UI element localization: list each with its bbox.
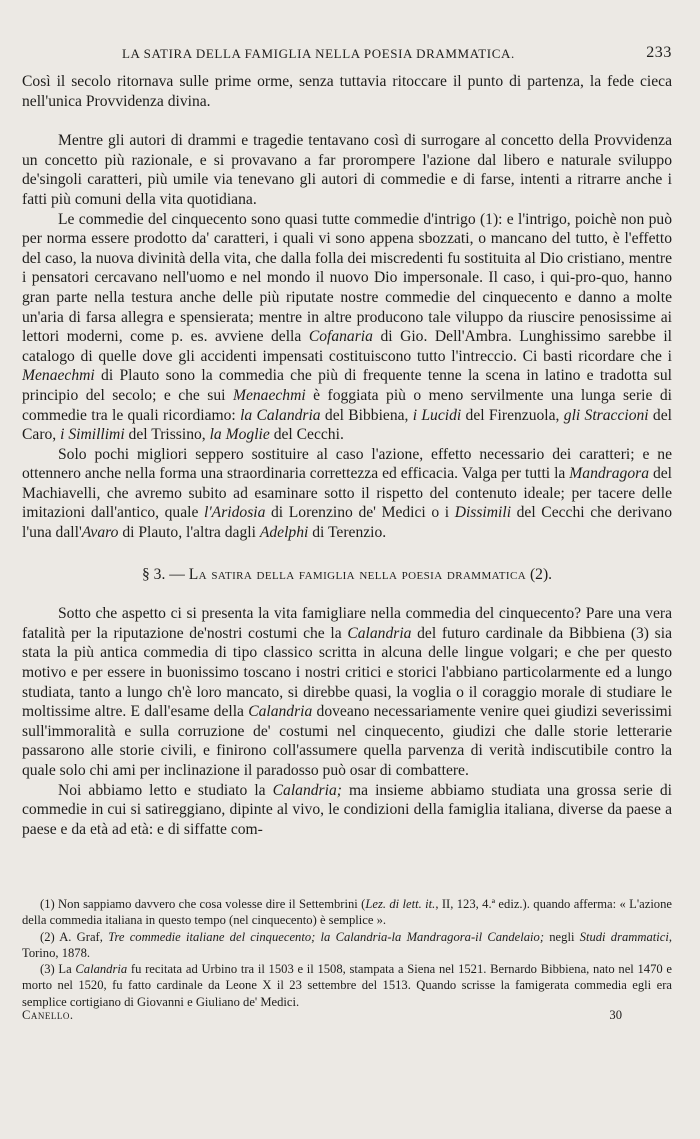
footnote-3: (3) La Calandria fu recitata ad Urbino tra il 1503 e il 1508, stampata a Siena nel 1521. Bernardo Bibbiena, nato nel 1470 e morto nel 1520, fu fatto cardinale da Leone X il 23 settembre del 1513. Quando scrisse la famigerata commedia egli era semplice cortigiano di Giovanni e Giuliano de' Medici. xyxy=(22,962,672,1009)
paragraph-5: Sotto che aspetto ci si presenta la vita famigliare nella commedia del cinquecento? Pare una vera fatalità per la riputazione de'nostri costumi che la Calandria del futuro cardinale da Bibbiena (3) sia stata la più antica commedia di tipo classico scritta in alcuna delle lingue volgari; e che per questo motivo e per essere in buonissimo toscano i nostri critici e storici l'abbiano particolarmente ed a lungo studiata, tanto a lungo ch'è loro mancato, si direbbe quasi, la voglia o il coraggio morale di studiare le moltissime altre. E dall'esame della Calandria doveano necessariamente venire quei giudizi severissimi sull'immoralità e sulla corruzione de' costumi nel cinquecento, giudizi che dalle storie letterarie passarono alle storie civili, e finirono coll'assumere quella parvenza di verità indiscutibile contro la quale solo chi ami per inclinazione il paradosso può osar di combattere. xyxy=(22,605,672,779)
work-title: Menaechmi xyxy=(22,367,95,385)
work-title: Dissimili xyxy=(454,504,512,522)
footnote-2: (2) A. Graf, Tre commedie italiane del cinquecento; la Calandria-la Mandragora-il Candelaio; negli Studi drammatici, Torino, 1878. xyxy=(22,929,673,960)
work-title: Calandria; xyxy=(272,781,342,799)
running-title: LA SATIRA DELLA FAMIGLIA NELLA POESIA DRAMMATICA. xyxy=(122,46,515,61)
work-title: Calandria xyxy=(248,703,313,721)
work-title: gli Straccioni xyxy=(563,406,649,424)
work-title: la Moglie xyxy=(209,426,270,444)
paragraph-2: Mentre gli autori di drammi e tragedie tentavano così di surrogare al concetto della Provvidenza un concetto più razionale, e si provavano a far prorompere l'azione dal libero e naturale sviluppo de'singoli caratteri, più umile via tenevano gli autori di commedie e di farse, intenti a ritrarre anche i fatti più comuni della vita quotidiana. xyxy=(22,132,672,208)
work-title: la Calandria xyxy=(240,406,321,424)
signature-mark: 30 xyxy=(609,1008,622,1022)
page-number: 233 xyxy=(646,44,672,61)
section-note-ref: (2). xyxy=(529,565,553,583)
paragraph-3: Le commedie del cinquecento sono quasi tutte commedie d'intrigo (1): e l'intrigo, poichè non può per norma essere prodotto da' caratteri, i quali vi sono appena sbozzati, o mancano del tutto, è l'effetto del caso, la nuova divinità della vita, che dalla folla dei miscredenti fu sostituita al Dio cristiano, mentre i pensatori cercavano nell'uomo e nel mondo il nuovo Dio impersonale. Il caso, i qui-pro-quo, hanno gran parte nella testura anche delle più riputate nostre commedie del cinquecento e danno a molte un'aria di farsa allegra e spensierata; mentre in altre producono tale viluppo da riuscire penosissime ai lettori moderni, come p. es. avviene della Cofanaria di Gio. Dell'Ambra. Lunghissimo sarebbe il catalogo di quelle dove gli accidenti impensati costituiscono tutto l'intreccio. Ci basti ricordare che i Menaechmi di Plauto sono la commedia che più di frequente tenne la scena in latino e tradotta sul principio del secolo; e che sui Menaechmi è foggiata più o meno servilmente una lunga serie di commedie tra le quali ricordiamo: la Calandria del Bibbiena, i Lucidi del Firenzuola, gli Straccioni del Caro, i Simillimi del Trissino, la Moglie del Cecchi. xyxy=(22,210,672,444)
section-title: La satira della famiglia nella poesia drammatica xyxy=(188,565,527,583)
section-heading xyxy=(22,565,672,585)
work-title: Calandria xyxy=(347,624,412,642)
footnote-1: (1) Non sappiamo davvero che cosa volesse dire il Settembrini (Lez. di lett. it., II, 123, 4.ª ediz.). quando afferma: « L'azione della commedia italiana in questo tempo (nel cinquecento) è semplice ». xyxy=(22,897,672,928)
work-title: Cofanaria xyxy=(308,328,373,346)
footnotes xyxy=(22,896,672,1010)
work-title: i Lucidi xyxy=(412,406,462,424)
work-title: l'Aridosia xyxy=(204,504,266,522)
work-title: Adelphi xyxy=(259,524,309,542)
paragraph-6: Noi abbiamo letto e studiato la Calandria; ma insieme abbiamo studiata una grossa serie di commedie in cui si satireggiano, dipinte al vivo, le condizioni della famiglia italiana, diverse da paese a paese e da età ad età: e di siffatte com- xyxy=(22,781,672,838)
work-title: Avaro xyxy=(81,524,119,542)
page-footer xyxy=(22,1008,672,1023)
main-text xyxy=(22,72,672,839)
work-title: Mandragora xyxy=(569,465,649,483)
author-signature: Canello. xyxy=(22,1008,74,1022)
paragraph-4: Solo pochi migliori seppero sostituire al caso l'azione, effetto necessario dei caratteri; e ne ottennero anche nella forma una straordinaria correttezza ed efficacia. Valga per tutti la Mandragora del Machiavelli, che avremo subito ad esaminare sotto il rispetto del contenuto ideale; per tacere delle imitazioni dall'antico, quale l'Aridosia di Lorenzino de' Medici o i Dissimili del Cecchi che derivano l'una dall'Avaro di Plauto, l'altra dagli Adelphi di Terenzio. xyxy=(22,445,672,542)
work-title: Menaechmi xyxy=(232,386,306,404)
section-number: § 3. — xyxy=(141,565,185,583)
paragraph-1: Così il secolo ritornava sulle prime orme, senza tuttavia ritoccare il punto di partenza, la fede cieca nell'unica Provvidenza divina. xyxy=(22,73,672,110)
work-title: i Simillimi xyxy=(60,426,125,444)
